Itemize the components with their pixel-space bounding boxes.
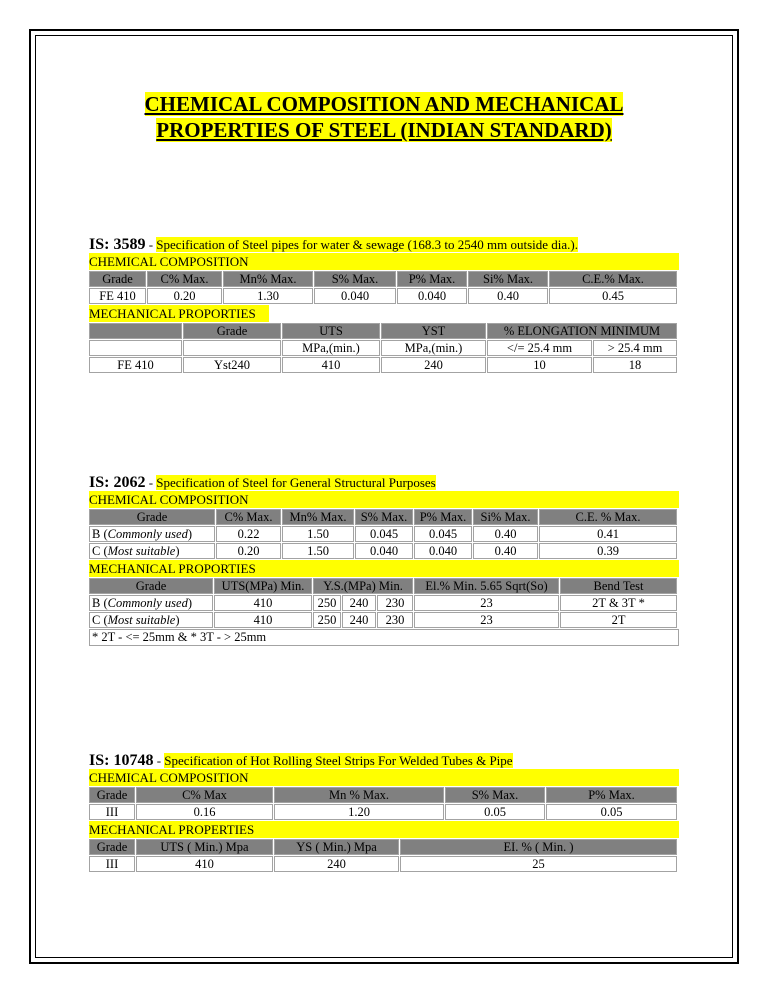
column-header: YS ( Min.) Mpa <box>274 839 399 855</box>
table-cell: III <box>89 856 135 872</box>
is2062-description: Specification of Steel for General Structural Purposes <box>156 475 436 490</box>
column-header: Grade <box>89 578 213 594</box>
column-header: P% Max. <box>546 787 677 803</box>
is3589-code: IS: 3589 <box>89 236 146 253</box>
table-cell: 410 <box>282 357 380 373</box>
column-header: Bend Test <box>560 578 677 594</box>
column-header: YST <box>381 323 486 339</box>
table-cell: 250 <box>313 612 341 628</box>
table-row <box>89 526 677 542</box>
table-cell: 0.05 <box>445 804 545 820</box>
table-cell: 25 <box>400 856 677 872</box>
page-title <box>60 91 708 143</box>
column-header: Grade <box>89 271 146 287</box>
column-header: Y.S.(MPa) Min. <box>313 578 413 594</box>
is2062-chem-label: CHEMICAL COMPOSITION <box>89 491 679 508</box>
grade-text: B <box>92 527 101 541</box>
table-cell: MPa,(min.) <box>282 340 380 356</box>
is10748-chem-table <box>88 786 678 821</box>
column-header: C.E.% Max. <box>549 271 677 287</box>
table-header-row <box>89 787 677 803</box>
table-cell: 0.045 <box>414 526 472 542</box>
page-title-line-1: CHEMICAL COMPOSITION AND MECHANICAL <box>144 92 624 116</box>
grade-cell: C (Most suitable) <box>89 543 215 559</box>
table-cell: > 25.4 mm <box>593 340 677 356</box>
table-cell: 1.20 <box>274 804 444 820</box>
table-cell: 240 <box>342 612 376 628</box>
table-cell <box>89 340 182 356</box>
column-header: C% Max. <box>216 509 281 525</box>
is3589-chem-label: CHEMICAL COMPOSITION <box>89 253 679 270</box>
is2062-mech-label: MECHANICAL PROPORTIES <box>89 560 679 577</box>
is10748-mech-label: MECHANICAL PROPERTIES <box>89 821 679 838</box>
column-header: UTS <box>282 323 380 339</box>
is3589-chem-table <box>88 270 678 305</box>
table-cell: 0.20 <box>147 288 222 304</box>
table-cell: 23 <box>414 612 559 628</box>
table-header-row <box>89 271 677 287</box>
table-cell: 240 <box>274 856 399 872</box>
is3589-description: Specification of Steel pipes for water & sewage (168.3 to 2540 mm outside dia.). <box>156 237 578 252</box>
column-header: Mn % Max. <box>274 787 444 803</box>
table-cell: 1.30 <box>223 288 313 304</box>
is2062-separator: - <box>145 475 157 490</box>
table-row <box>89 543 677 559</box>
table-cell: Yst240 <box>183 357 281 373</box>
column-header: Mn% Max. <box>282 509 354 525</box>
table-cell: 410 <box>214 612 312 628</box>
grade-note: Commonly used <box>107 527 188 541</box>
table-cell: 2T & 3T * <box>560 595 677 611</box>
table-row <box>89 612 677 628</box>
is10748-heading <box>89 752 679 769</box>
column-header: % ELONGATION MINIMUM <box>487 323 677 339</box>
column-header: S% Max. <box>445 787 545 803</box>
table-cell: 410 <box>214 595 312 611</box>
table-cell: 0.22 <box>216 526 281 542</box>
column-header: UTS ( Min.) Mpa <box>136 839 273 855</box>
grade-cell: B (Commonly used) <box>89 526 215 542</box>
column-header: P% Max. <box>397 271 467 287</box>
grade-note: Commonly used <box>107 596 188 610</box>
is2062-heading <box>89 474 679 491</box>
table-cell: FE 410 <box>89 288 146 304</box>
table-cell: 0.41 <box>539 526 677 542</box>
grade-cell: C (Most suitable) <box>89 612 213 628</box>
table-cell: 0.40 <box>473 543 538 559</box>
is3589-separator: - <box>145 237 157 252</box>
column-header: Grade <box>89 509 215 525</box>
table-cell: 250 <box>313 595 341 611</box>
column-header: C.E. % Max. <box>539 509 677 525</box>
table-cell: 0.16 <box>136 804 273 820</box>
is10748-separator: - <box>153 753 165 768</box>
table-header-row <box>89 839 677 855</box>
column-header: Grade <box>89 839 135 855</box>
table-cell: 1.50 <box>282 526 354 542</box>
column-header: C% Max <box>136 787 273 803</box>
table-cell: FE 410 <box>89 357 182 373</box>
column-header <box>89 323 182 339</box>
table-cell <box>183 340 281 356</box>
grade-text: C <box>92 544 101 558</box>
grade-note: Most suitable <box>107 544 176 558</box>
page-title-line-2: PROPERTIES OF STEEL (INDIAN STANDARD) <box>156 118 612 142</box>
column-header: Grade <box>89 787 135 803</box>
table-cell: 0.040 <box>355 543 413 559</box>
is10748-code: IS: 10748 <box>89 752 154 769</box>
table-row <box>89 595 677 611</box>
is3589-mech-label: MECHANICAL PROPORTIES <box>89 305 269 322</box>
column-header: UTS(MPa) Min. <box>214 578 312 594</box>
table-header-row <box>89 578 677 594</box>
grade-text: C <box>92 613 101 627</box>
table-cell: 240 <box>342 595 376 611</box>
table-cell: 2T <box>560 612 677 628</box>
table-header-row <box>89 323 677 339</box>
table-cell: 0.39 <box>539 543 677 559</box>
grade-text: B <box>92 596 101 610</box>
column-header: Si% Max. <box>468 271 548 287</box>
grade-note: Most suitable <box>107 613 176 627</box>
column-header: EI. % ( Min. ) <box>400 839 677 855</box>
table-row <box>89 357 677 373</box>
table-cell: 230 <box>377 595 413 611</box>
table-cell: 1.50 <box>282 543 354 559</box>
table-cell: 230 <box>377 612 413 628</box>
table-row <box>89 288 677 304</box>
column-header: P% Max. <box>414 509 472 525</box>
table-cell: III <box>89 804 135 820</box>
column-header: Grade <box>183 323 281 339</box>
table-row <box>89 804 677 820</box>
column-header: C% Max. <box>147 271 222 287</box>
is3589-mech-table <box>88 322 678 374</box>
table-row <box>89 856 677 872</box>
grade-cell: B (Commonly used) <box>89 595 213 611</box>
is3589-heading <box>89 236 679 253</box>
table-cell: 0.20 <box>216 543 281 559</box>
section-is2062 <box>89 474 679 646</box>
table-cell: 0.040 <box>314 288 396 304</box>
is10748-description: Specification of Hot Rolling Steel Strips For Welded Tubes & Pipe <box>164 753 513 768</box>
is2062-footnote: * 2T - <= 25mm & * 3T - > 25mm <box>89 629 679 646</box>
table-cell: 0.040 <box>414 543 472 559</box>
is2062-chem-table <box>88 508 678 560</box>
table-cell: MPa,(min.) <box>381 340 486 356</box>
table-cell: 10 <box>487 357 592 373</box>
is10748-chem-label: CHEMICAL COMPOSITION <box>89 769 679 786</box>
table-cell: 0.05 <box>546 804 677 820</box>
table-units-row <box>89 340 677 356</box>
is2062-code: IS: 2062 <box>89 474 146 491</box>
is10748-mech-table <box>88 838 678 873</box>
column-header: El.% Min. 5.65 Sqrt(So) <box>414 578 559 594</box>
table-cell: 0.040 <box>397 288 467 304</box>
table-cell: 410 <box>136 856 273 872</box>
column-header: Mn% Max. <box>223 271 313 287</box>
table-cell: 0.045 <box>355 526 413 542</box>
table-cell: 0.45 <box>549 288 677 304</box>
table-cell: 18 <box>593 357 677 373</box>
table-cell: 240 <box>381 357 486 373</box>
column-header: S% Max. <box>314 271 396 287</box>
table-cell: </= 25.4 mm <box>487 340 592 356</box>
section-is10748 <box>89 752 679 873</box>
table-header-row <box>89 509 677 525</box>
table-cell: 0.40 <box>473 526 538 542</box>
section-is3589 <box>89 236 679 374</box>
table-cell: 23 <box>414 595 559 611</box>
is2062-mech-table <box>88 577 678 629</box>
column-header: S% Max. <box>355 509 413 525</box>
column-header: Si% Max. <box>473 509 538 525</box>
table-cell: 0.40 <box>468 288 548 304</box>
